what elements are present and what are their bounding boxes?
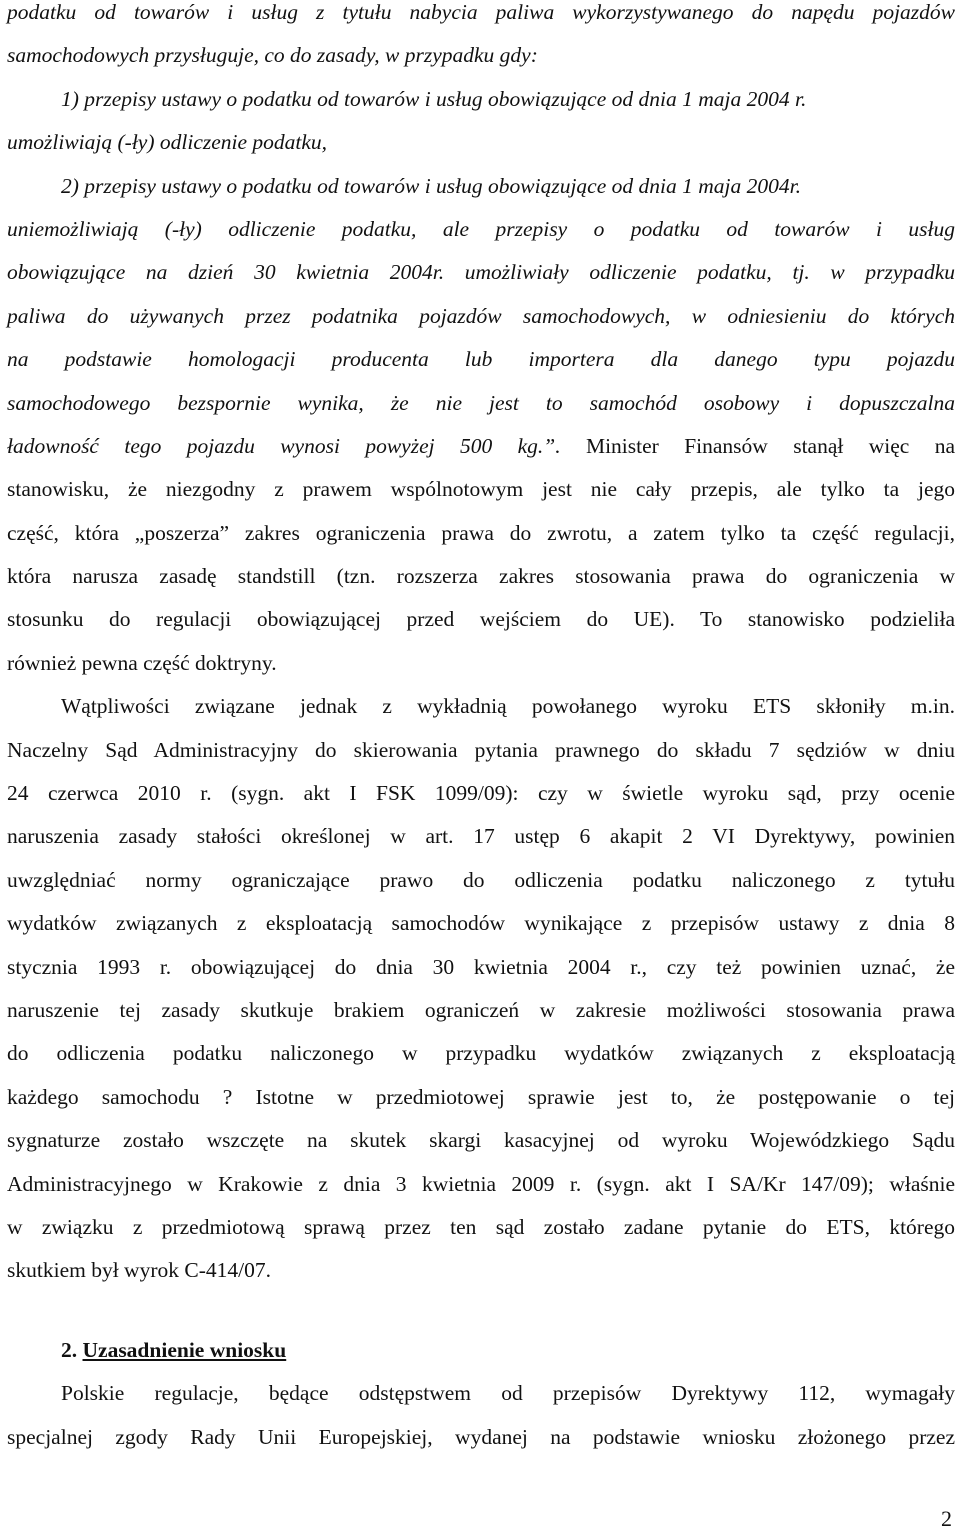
text-line — [7, 1372, 955, 1415]
text-line — [7, 598, 955, 641]
text-run: umożliwiają (-ły) odliczenie podatku, — [7, 130, 328, 155]
text-line — [7, 512, 955, 555]
text-run: do odliczenia podatku naliczonego w przypadku wydatków związanych z eksploatacją — [7, 1041, 955, 1066]
text-line — [7, 772, 955, 815]
text-line — [7, 1416, 955, 1459]
text-run: uwzględniać normy ograniczające prawo do odliczenia podatku naliczonego z tytułu — [7, 867, 955, 892]
document-body — [7, 0, 955, 1293]
text-line — [7, 1163, 955, 1206]
text-run: na podstawie homologacji producenta lub importera dla danego typu pojazdu — [7, 347, 955, 372]
text-run: samochodowych przysługuje, co do zasady, w przypadku gdy: — [7, 43, 538, 68]
text-line — [7, 251, 955, 294]
text-run: naruszenia zasady stałości określonej w art. 17 ustęp 6 akapit 2 VI Dyrektywy, powinien — [7, 824, 955, 849]
text-line — [7, 555, 955, 598]
text-line — [7, 1032, 955, 1075]
heading-spacer — [7, 1293, 955, 1329]
text-run: Administracyjnego w Krakowie z dnia 3 kwietnia 2009 r. (sygn. akt I SA/Kr 147/09); właśnie — [7, 1171, 955, 1196]
text-line — [7, 642, 955, 685]
text-line — [7, 34, 955, 77]
text-run: skutkiem był wyrok C-414/07. — [7, 1258, 271, 1283]
text-run: stanowisku, że niezgodny z prawem wspólnotowym jest nie cały przepis, ale tylko ta jego — [7, 477, 955, 502]
text-run: naruszenie tej zasady skutkuje brakiem ograniczeń w zakresie możliwości stosowania prawa — [7, 997, 955, 1022]
text-run: stycznia 1993 r. obowiązującej do dnia 30 kwietnia 2004 r., czy też powinien uznać, że — [7, 954, 955, 979]
text-line — [7, 78, 955, 121]
text-line — [7, 468, 955, 511]
page-number: 2 — [941, 1506, 952, 1531]
text-line — [7, 295, 955, 338]
text-run: samochodowego bezspornie wynika, że nie jest to samochód osobowy i dopuszczalna — [7, 390, 955, 415]
text-line — [7, 1076, 955, 1119]
text-run: paliwa do używanych przez podatnika pojazdów samochodowych, w odniesieniu do których — [7, 303, 955, 328]
text-run: w związku z przedmiotową sprawą przez ten sąd zostało zadane pytanie do ETS, którego — [7, 1214, 955, 1239]
text-run: Polskie regulacje, będące odstępstwem od przepisów Dyrektywy 112, wymagały — [61, 1381, 955, 1406]
text-run: Minister Finansów stanął więc na — [560, 433, 955, 458]
text-run: wydatków związanych z eksploatacją samochodów wynikające z przepisów ustawy z dnia 8 — [7, 911, 955, 936]
section-heading-number: 2. — [61, 1337, 78, 1362]
text-run: specjalnej zgody Rady Unii Europejskiej, wydanej na podstawie wniosku złożonego przez — [7, 1424, 955, 1449]
text-line — [7, 902, 955, 945]
text-line — [7, 165, 955, 208]
text-line — [7, 338, 955, 381]
text-run: Naczelny Sąd Administracyjny do skierowania pytania prawnego do składu 7 sędziów w dniu — [7, 737, 955, 762]
text-line — [7, 0, 955, 34]
text-line — [7, 208, 955, 251]
text-line — [7, 425, 955, 468]
text-run: 2) przepisy ustawy o podatku od towarów i usług obowiązujące od dnia 1 maja 2004r. — [61, 173, 801, 198]
text-run: Wątpliwości związane jednak z wykładnią powołanego wyroku ETS skłoniły m.in. — [61, 694, 955, 719]
text-run: stosunku do regulacji obowiązującej przed wejściem do UE). To stanowisko podzieliła — [7, 607, 955, 632]
text-run: która narusza zasadę standstill (tzn. rozszerza zakres stosowania prawa do ograniczenia w — [7, 564, 955, 589]
text-line — [7, 121, 955, 164]
text-run: sygnaturze zostało wszczęte na skutek skargi kasacyjnej od wyroku Wojewódzkiego Sądu — [7, 1128, 955, 1153]
text-line — [7, 989, 955, 1032]
text-run: obowiązujące na dzień 30 kwietnia 2004r. umożliwiały odliczenie podatku, tj. w przypadku — [7, 260, 955, 285]
text-run: 1) przepisy ustawy o podatku od towarów i usług obowiązujące od dnia 1 maja 2004 r. — [61, 86, 807, 111]
document-page — [7, 0, 955, 1459]
text-run: uniemożliwiają (-ły) odliczenie podatku, ale przepisy o podatku od towarów i usług — [7, 216, 955, 241]
text-run: część, która „poszerza” zakres ograniczenia prawa do zwrotu, a zatem tylko ta część regulacji, — [7, 520, 955, 545]
text-line — [7, 946, 955, 989]
text-line — [7, 815, 955, 858]
text-line — [7, 1249, 955, 1292]
text-line — [7, 1206, 955, 1249]
section-heading — [7, 1329, 955, 1372]
text-line — [7, 859, 955, 902]
text-run: również pewna część doktryny. — [7, 650, 277, 675]
text-run: każdego samochodu ? Istotne w przedmiotowej sprawie jest to, że postępowanie o tej — [7, 1084, 955, 1109]
text-line — [7, 729, 955, 772]
section-heading-title: Uzasadnienie wniosku — [82, 1337, 287, 1362]
section-body — [7, 1372, 955, 1459]
text-run: ładowność tego pojazdu wynosi powyżej 500 kg.”. — [7, 433, 561, 458]
text-line — [7, 685, 955, 728]
text-line — [7, 382, 955, 425]
text-line — [7, 1119, 955, 1162]
text-run: 24 czerwca 2010 r. (sygn. akt I FSK 1099/09): czy w świetle wyroku sąd, przy ocenie — [7, 781, 955, 806]
text-run: podatku od towarów i usług z tytułu nabycia paliwa wykorzystywanego do napędu pojazdów — [7, 0, 955, 24]
